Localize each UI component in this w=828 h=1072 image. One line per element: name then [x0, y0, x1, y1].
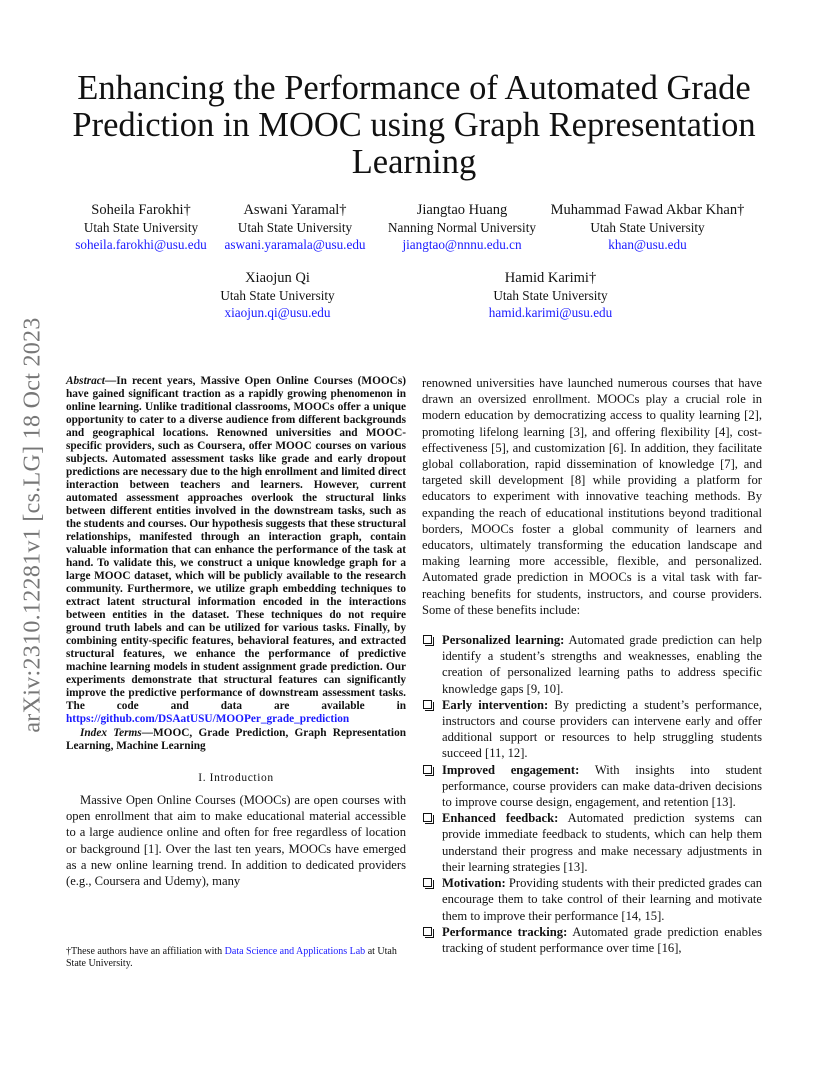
checkbox-bullet-icon	[423, 813, 432, 822]
benefit-term: Enhanced feedback:	[442, 811, 559, 826]
benefit-term: Motivation:	[442, 876, 506, 891]
checkbox-bullet-icon	[423, 878, 432, 887]
lab-link[interactable]: Data Science and Applications Lab	[224, 946, 366, 957]
benefits-list	[422, 632, 762, 956]
benefit-term: Personalized learning:	[442, 633, 565, 648]
author-block-2	[220, 202, 370, 253]
index-terms	[66, 727, 406, 753]
section-heading-introduction: I. Introduction	[198, 772, 274, 784]
list-item	[422, 924, 762, 956]
checkbox-bullet-icon	[423, 927, 432, 936]
author-email-link[interactable]: aswani.yaramala@usu.edu	[224, 237, 366, 252]
left-column	[66, 375, 406, 889]
benefit-term: Performance tracking:	[442, 924, 568, 939]
footnote	[66, 946, 406, 971]
author-email-link[interactable]: hamid.karimi@usu.edu	[488, 305, 613, 320]
author-name: Jiangtao Huang	[416, 202, 508, 218]
author-affiliation: Utah State University	[493, 288, 608, 303]
author-affiliation: Nanning Normal University	[388, 220, 536, 235]
benefit-term: Improved engagement:	[442, 762, 580, 777]
author-name: Aswani Yaramal†	[243, 202, 347, 218]
author-name: Soheila Farokhi†	[91, 202, 191, 218]
benefit-term: Early intervention:	[442, 697, 549, 712]
list-item	[422, 875, 762, 924]
arxiv-identifier: arXiv:2310.12281v1 [cs.LG] 18 Oct 2023	[19, 317, 46, 733]
author-email-link[interactable]: jiangtao@nnnu.edu.cn	[402, 237, 522, 252]
author-block-4	[545, 202, 750, 253]
benefit-text: Automated prediction systems can provide immediate feedback to students, which can help them understand their progress and make necessary adjustments in their learning strategies [13].	[442, 811, 762, 874]
author-block-5	[200, 270, 355, 321]
index-terms-label: Index Terms	[80, 727, 142, 739]
intro-continuation-paragraph: renowned universities have launched numerous courses that have drawn an oversized enrollment. MOOCs play a crucial role in modern education by democratizing access to quality learning [2], promoting lifelong learning [3], and offering flexibility [4], cost-effectiveness [5], and customization [6]. In addition, they facilitate global collaboration, rapid dissemination of knowledge [7], and targeted skill development [8] while providing a platform for educators to experiment with innovative teaching methods. By expanding the reach of educational institutions beyond traditional borders, MOOCs foster a global community of learners and educators, ultimately transforming the education landscape and making learning more accessible, flexible, and personalized. Automated grade prediction in MOOCs is a vital task with far-reaching benefits for students, instructors, and course providers. Some of these benefits include:	[422, 376, 762, 617]
checkbox-bullet-icon	[423, 700, 432, 709]
author-email-link[interactable]: soheila.farokhi@usu.edu	[75, 237, 207, 252]
benefit-text: With insights into student performance, course providers can make data-driven decisions to improve course design, engagement, and retention [13].	[442, 762, 762, 810]
benefit-text: Automated grade prediction enables tracking of student performance over time [16],	[442, 924, 762, 955]
abstract	[66, 375, 406, 726]
footnote-text: †These authors have an affiliation with	[66, 946, 225, 957]
benefit-text: By predicting a student’s performance, instructors and course providers can intervene early and offer additional support or resources to help struggling students succeed [11, 12].	[442, 697, 763, 761]
author-email-link[interactable]: khan@usu.edu	[608, 237, 687, 252]
checkbox-bullet-icon	[423, 765, 432, 774]
checkbox-bullet-icon	[423, 635, 432, 644]
introduction-paragraph: Massive Open Online Courses (MOOCs) are open courses with open enrollment that aim to make educational material accessible to a large audience online and often for free regardless of location or background [1]. Over the last ten years, MOOCs have emerged as a new online learning trend. In addition to dedicated providers (e.g., Coursera and Udemy), many	[66, 793, 406, 889]
abstract-label: Abstract	[66, 375, 105, 387]
list-item	[422, 762, 762, 811]
code-repository-link[interactable]: https://github.com/DSAatUSU/MOOPer_grade_prediction	[66, 713, 350, 725]
author-affiliation: Utah State University	[590, 220, 705, 235]
author-name: Hamid Karimi†	[504, 270, 597, 286]
author-affiliation: Utah State University	[83, 220, 199, 235]
arxiv-side-stamp	[18, 290, 48, 760]
right-column	[422, 375, 762, 956]
list-item	[422, 697, 762, 762]
author-block-6	[473, 270, 628, 321]
paper-title: Enhancing the Performance of Automated Grade Prediction in MOOC using Graph Representation Learning	[72, 69, 756, 181]
author-affiliation: Utah State University	[237, 220, 353, 235]
footnote-tail: at Utah State University.	[66, 946, 397, 970]
benefit-text: Automated grade prediction can help identify a student’s strengths and weaknesses, enabling the creation of personalized learning paths to address specific knowledge gaps [9, 10].	[442, 633, 762, 696]
author-name: Muhammad Fawad Akbar Khan†	[550, 202, 745, 218]
author-email-link[interactable]: xiaojun.qi@usu.edu	[224, 305, 331, 320]
author-name: Xiaojun Qi	[245, 270, 310, 286]
author-affiliation: Utah State University	[220, 288, 335, 303]
list-item	[422, 632, 762, 697]
author-block-1	[66, 202, 216, 253]
index-terms-text: —MOOC, Grade Prediction, Graph Representation Learning, Machine Learning	[66, 727, 406, 752]
abstract-text: —In recent years, Massive Open Online Courses (MOOCs) have gained significant traction as a rapidly growing phenomenon in online learning. Unlike traditional classrooms, MOOCs offer a unique opportunity to cater to a diverse audience from different backgrounds and geographical locations. Renowned universities and MOOC-specific providers, such as Coursera, offer MOOC courses on various subjects. Automated assessment tasks like grade and early dropout predictions are necessary due to the high enrollment and limited direct interaction between teachers and learners. However, current automated assessment approaches overlook the structural links between different entities involved in the downstream tasks, such as the students and courses. Our hypothesis suggests that these structural relationships, manifested through an interaction graph, contain valuable information that can enhance the performance of the task at hand. To validate this, we construct a unique knowledge graph for a large MOOC dataset, which will be publicly available to the research community. Furthermore, we utilize graph embedding techniques to extract latent structural information encoded in the interactions between entities in the dataset. These techniques do not require ground truth labels and can be utilized for various tasks. Finally, by combining entity-specific features, behavioral features, and extracted structural features, we enhance the performance of predictive machine learning models in student assignment grade prediction. Our experiments demonstrate that structural features can significantly improve the predictive performance of downstream assessment tasks. The code and data are available in	[66, 375, 406, 712]
list-item	[422, 810, 762, 875]
benefit-text: Providing students with their predicted grades can encourage them to take control of their learning and motivate them to improve their performance [14, 15].	[442, 876, 762, 923]
author-block-3	[384, 202, 540, 253]
